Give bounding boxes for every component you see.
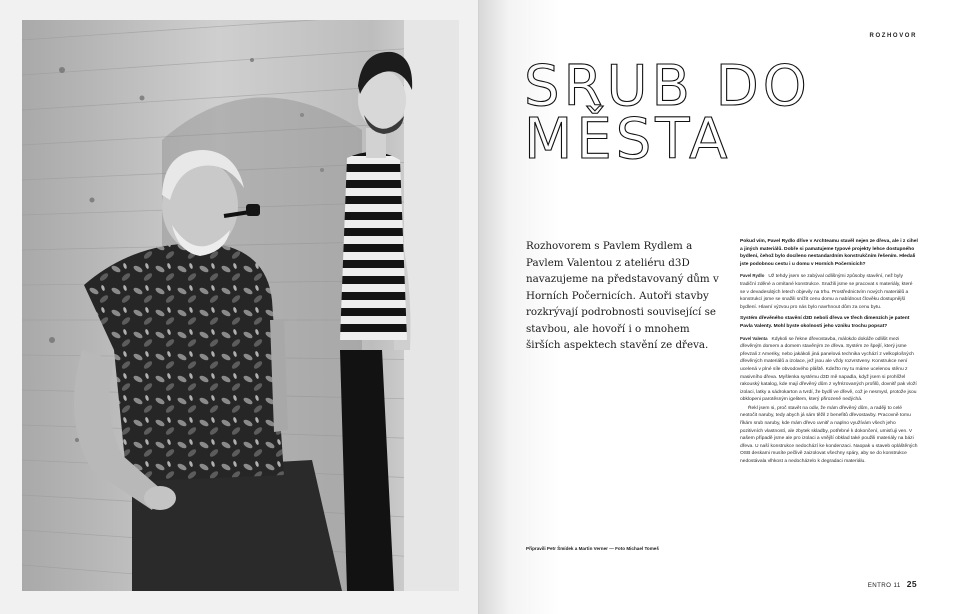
- page-number: 25: [906, 579, 917, 589]
- portrait-photo: [22, 20, 459, 591]
- answer-2: [740, 335, 918, 404]
- credits-line: Připravili Petr Šmídek a Martin Verner — Foto Michael Tomeš: [526, 546, 659, 551]
- answer-2-text: Kdykoli se řekne dřevostavba, málokdo dokáže odlišit mezi dřevěným domem a domem stavěným ze dřeva. Systém ze špejlí, který jsme převzali z Ameriky, nebo jakákoli jiná panelová technika vychází z velkoplošných dřevěných materiálů a izolace, jež jsou ale vždy rozvrstveny. Konstrukce není ucelená v plné síle obvodového pláště. Kdežto my tu máme ucelenou stěnu z masivního dřeva. Myšlenka systému d3D mě napadla, když jsem si prohlížel rakouský katalog, kde mají dřevěný dům z vyfrézovaných profilů, dovnitř pak vloží izolaci, latky a sádrokarton a tvrdí, že bydlí ve dřevě, což je nesmysl, protože jsou obklopeni parotěsným igelitem, který přirozeně nedýchá.: [740, 336, 917, 403]
- title-line-2: MĚSTA: [524, 107, 732, 172]
- section-label: ROZHOVOR: [869, 33, 917, 39]
- question-2: Systém dřevěného stavění d3D neboli dřeva ve třech dimenzích je patent Pavla Valenty. Mohl byste okolnosti jeho vzniku trochu popsat?: [740, 316, 910, 329]
- answer-1-text: Už tehdy jsem se zabýval odlišnými způsoby stavění, než byly tradiční zděné a omítané konstrukce. Snažili jsme se pracovat s materiály, které se v devadesátých letech objevily na trhu. Prostřednictvím nových materiálů a konstrukcí jsme se snažili snížit cenu domu a nabídnout člověku dostupnější bydlení. Hlavní výzvou pro nás bylo navrhnout dům za cenu bytu.: [740, 274, 913, 310]
- speaker-name: Pavel Rydlo: [740, 273, 765, 279]
- page-folio: [868, 579, 917, 589]
- interview-column: [740, 238, 918, 470]
- title-line-1: SRUB DO: [524, 54, 811, 119]
- lead-paragraph: Rozhovorem s Pavlem Rydlem a Pavlem Valentou z ateliéru d3D navazujeme na představovaný dům v Horních Počernicích. Autoři stavby rozkrývají podrobnosti související se stavbou, ale hovoří i o mnohem širších aspektech stavění ze dřeva.: [526, 240, 719, 351]
- article-title: [524, 54, 884, 172]
- answer-1: [740, 272, 918, 311]
- answer-2-continued: Řekl jsem si, proč stavět na odiv, že mám dřevěný dům, a raději to celé neotočit naruby, tedy abych já sám těžil z benefitů dřevostavby. Pracovně tomu říkám srub naruby, kde mám dřevo uvnitř a naplno využívám všech jeho pozitivních vlastností, ale zbytek skladby, potřebné k dokončení, umisťuji ven. V našem případě jsme ale pro izolaci a vnější obklad také použili materiály na bázi dřeva. U naší konstrukce nedochází ke kondenzaci. Naopak u staveb opláštěných OSB deskami musíte pečlivě zaizolovat všechny spáry, aby se do konstrukce nedostávala vlhkost a nedocházelo k degradaci materiálu.: [740, 405, 918, 465]
- question-1: Pokud vím, Pavel Rydlo dříve v Archteamu stavěl nejen ze dřeva, ale i z cihel a jiných materiálů. Dobře si pamatujeme typové projekty lehce dostupného bydlení, čehož bylo docíleno nestandardním konstrukčním řešením. Hledali jste podobnou cestu i u domu v Horních Počernicích?: [740, 239, 918, 267]
- speaker-name: Pavel Valenta: [740, 335, 768, 341]
- magazine-name: ENTRO 11: [867, 582, 901, 589]
